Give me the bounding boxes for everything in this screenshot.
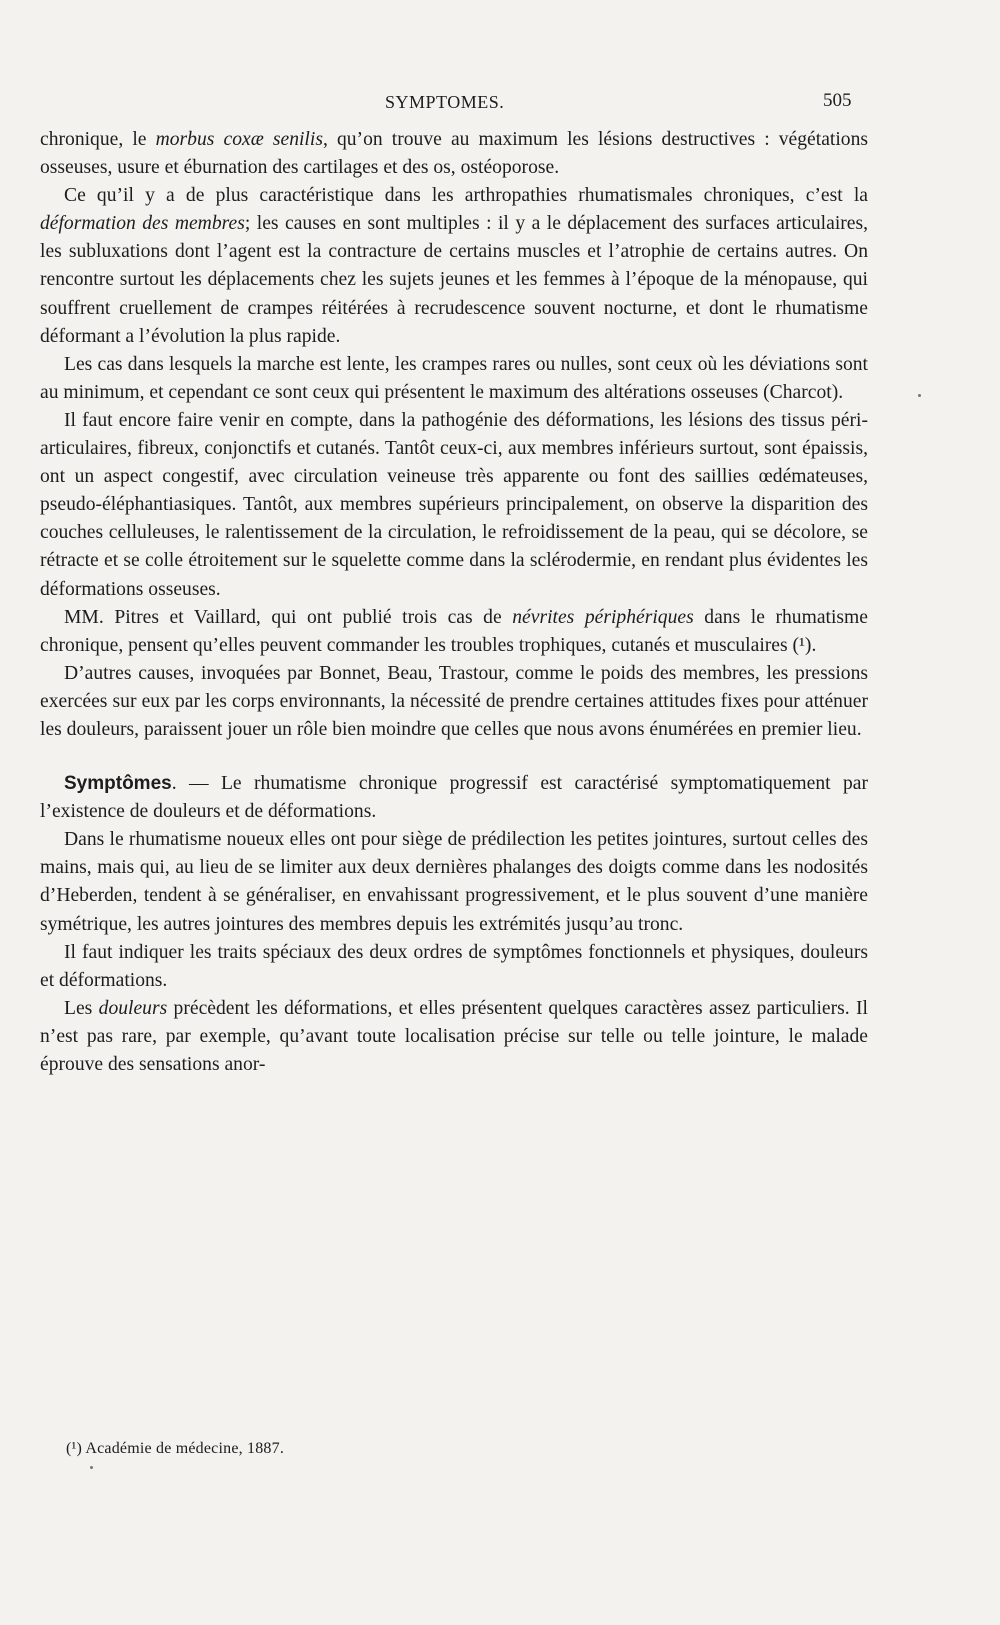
- body-text: [40, 126, 868, 1079]
- text-run: MM. Pitres et Vaillard, qui ont publié trois cas de: [64, 606, 513, 628]
- section-lead-paragraph: [40, 770, 868, 826]
- section-paragraph-3: Il faut indiquer les traits spéciaux des deux ordres de symptômes fonctionnels et physiques, douleurs et déformations.: [40, 941, 868, 991]
- paragraph-2: [40, 182, 868, 351]
- paragraph-1: [40, 126, 868, 182]
- text-run: , qu’on trouve au maximum les lésions destructives : végétations osseuses, usure et éburnation des cartilages et des os, ostéoporose.: [40, 129, 868, 179]
- text-run: Ce qu’il y a de plus caractéristique dans les arthropathies rhumatismales chroniques, c’est la: [64, 185, 868, 207]
- paragraph-5: [40, 604, 868, 660]
- section-heading: Symptômes: [64, 773, 172, 795]
- section-paragraph-2: Dans le rhumatisme noueux elles ont pour siège de prédilection les petites jointures, surtout celles des mains, mais qui, au lieu de se limiter aux deux dernières phalanges des doigts comme dans les nodosités d’Heberden, tendent à se généraliser, en envahissant progressivement, et le plus souvent d’une manière symétrique, les autres jointures des membres depuis les extrémités jusqu’au tronc.: [40, 829, 868, 935]
- symptoms-section: [40, 770, 868, 1079]
- text-run: . — Le rhumatisme chronique progressif est caractérisé symptomatiquement par l’existence de douleurs et de déformations.: [40, 773, 868, 823]
- paragraph-6: D’autres causes, invoquées par Bonnet, Beau, Trastour, comme le poids des membres, les pressions exercées sur eux par les corps environnants, la nécessité de prendre certaines attitudes fixes pour atténuer les douleurs, paraissent jouer un rôle bien moindre que celles que nous avons énumérées en premier lieu.: [40, 662, 868, 740]
- italic-term: morbus coxæ senilis: [155, 129, 323, 150]
- page-number: 505: [823, 90, 852, 111]
- footnote: (¹) Académie de médecine, 1887.: [66, 1440, 285, 1457]
- text-run: chronique, le: [40, 129, 156, 150]
- footnote-reference: (¹): [792, 634, 812, 656]
- text-run: précèdent les déformations, et elles présentent quelques caractères assez particuliers. Il n’est pas rare, par exemple, qu’avant toute localisation précise sur telle ou telle jointure, le malade éprouve des sensations anor-: [40, 997, 868, 1075]
- running-head: [0, 92, 1000, 120]
- text-run: .: [811, 634, 817, 656]
- text-run: Les: [64, 997, 99, 1019]
- italic-term: douleurs: [98, 997, 168, 1019]
- italic-term: névrites périphériques: [512, 606, 694, 628]
- running-title: SYMPTOMES.: [385, 92, 505, 112]
- print-speck: [90, 1466, 93, 1469]
- italic-term: déformation des membres: [40, 213, 245, 235]
- text-run: dans le rhumatisme chronique, pensent qu’elles peuvent commander les troubles trophiques, cutanés et musculaires: [40, 606, 868, 656]
- text-run: ; les causes en sont multiples : il y a le déplacement des surfaces articulaires, les subluxations dont l’agent est la contracture de certains muscles et l’atrophie de certains autres. On rencontre surtout les déplacements chez les sujets jeunes et les femmes à l’époque de la ménopause, qui souffrent cruellement de crampes réitérées à recrudescence souvent nocturne, et dont le rhumatisme déformant a l’évolution la plus rapide.: [40, 213, 869, 347]
- paragraph-3: Les cas dans lesquels la marche est lente, les crampes rares ou nulles, sont ceux où les déviations sont au minimum, et cependant ce sont ceux qui présentent le maximum des altérations osseuses (Charcot).: [40, 353, 868, 403]
- paragraph-4: Il faut encore faire venir en compte, dans la pathogénie des déformations, les lésions des tissus péri-articulaires, fibreux, conjonctifs et cutanés. Tantôt ceux-ci, aux membres inférieurs surtout, sont épaissis, ont un aspect congestif, avec circulation veineuse très apparente ou font des saillies œdémateuses, pseudo-éléphantiasiques. Tantôt, aux membres supérieurs principalement, on observe la disparition des couches celluleuses, le ralentissement de la circulation, le refroidissement de la peau, qui se décolore, se rétracte et se colle étroitement sur le squelette comme dans la sclérodermie, en rendant plus évidentes les déformations osseuses.: [40, 409, 868, 600]
- print-speck: [918, 394, 921, 397]
- section-paragraph-4: [40, 995, 868, 1079]
